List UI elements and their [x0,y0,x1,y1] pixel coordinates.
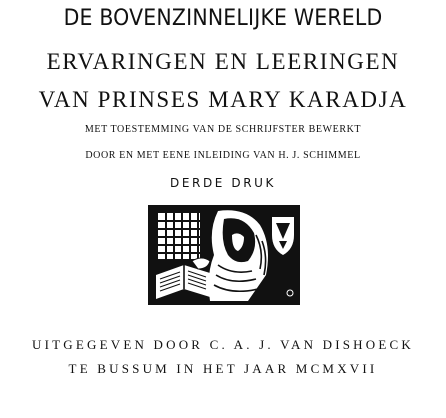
subtitle-line-2: VAN PRINSES MARY KARADJA [38,87,408,112]
edition-label: DERDE DRUK [169,176,277,190]
imprint-line-1: UITGEGEVEN DOOR C. A. J. VAN DISHOECK [32,337,414,352]
credits-line-2: DOOR EN MET EENE INLEIDING VAN H. J. SCHIMMEL [85,150,361,161]
woodcut-vignette [148,205,300,305]
window-lattice [158,213,200,259]
book-title: DE BOVENZINNELIJKE WERELD [63,6,383,31]
credits-line-1: MET TOESTEMMING VAN DE SCHRIJFSTER BEWERKT [84,124,362,135]
imprint-line-2: TE BUSSUM IN HET JAAR MCMXVII [68,361,378,376]
subtitle-line-1: ERVARINGEN EN LEERINGEN [46,49,400,74]
